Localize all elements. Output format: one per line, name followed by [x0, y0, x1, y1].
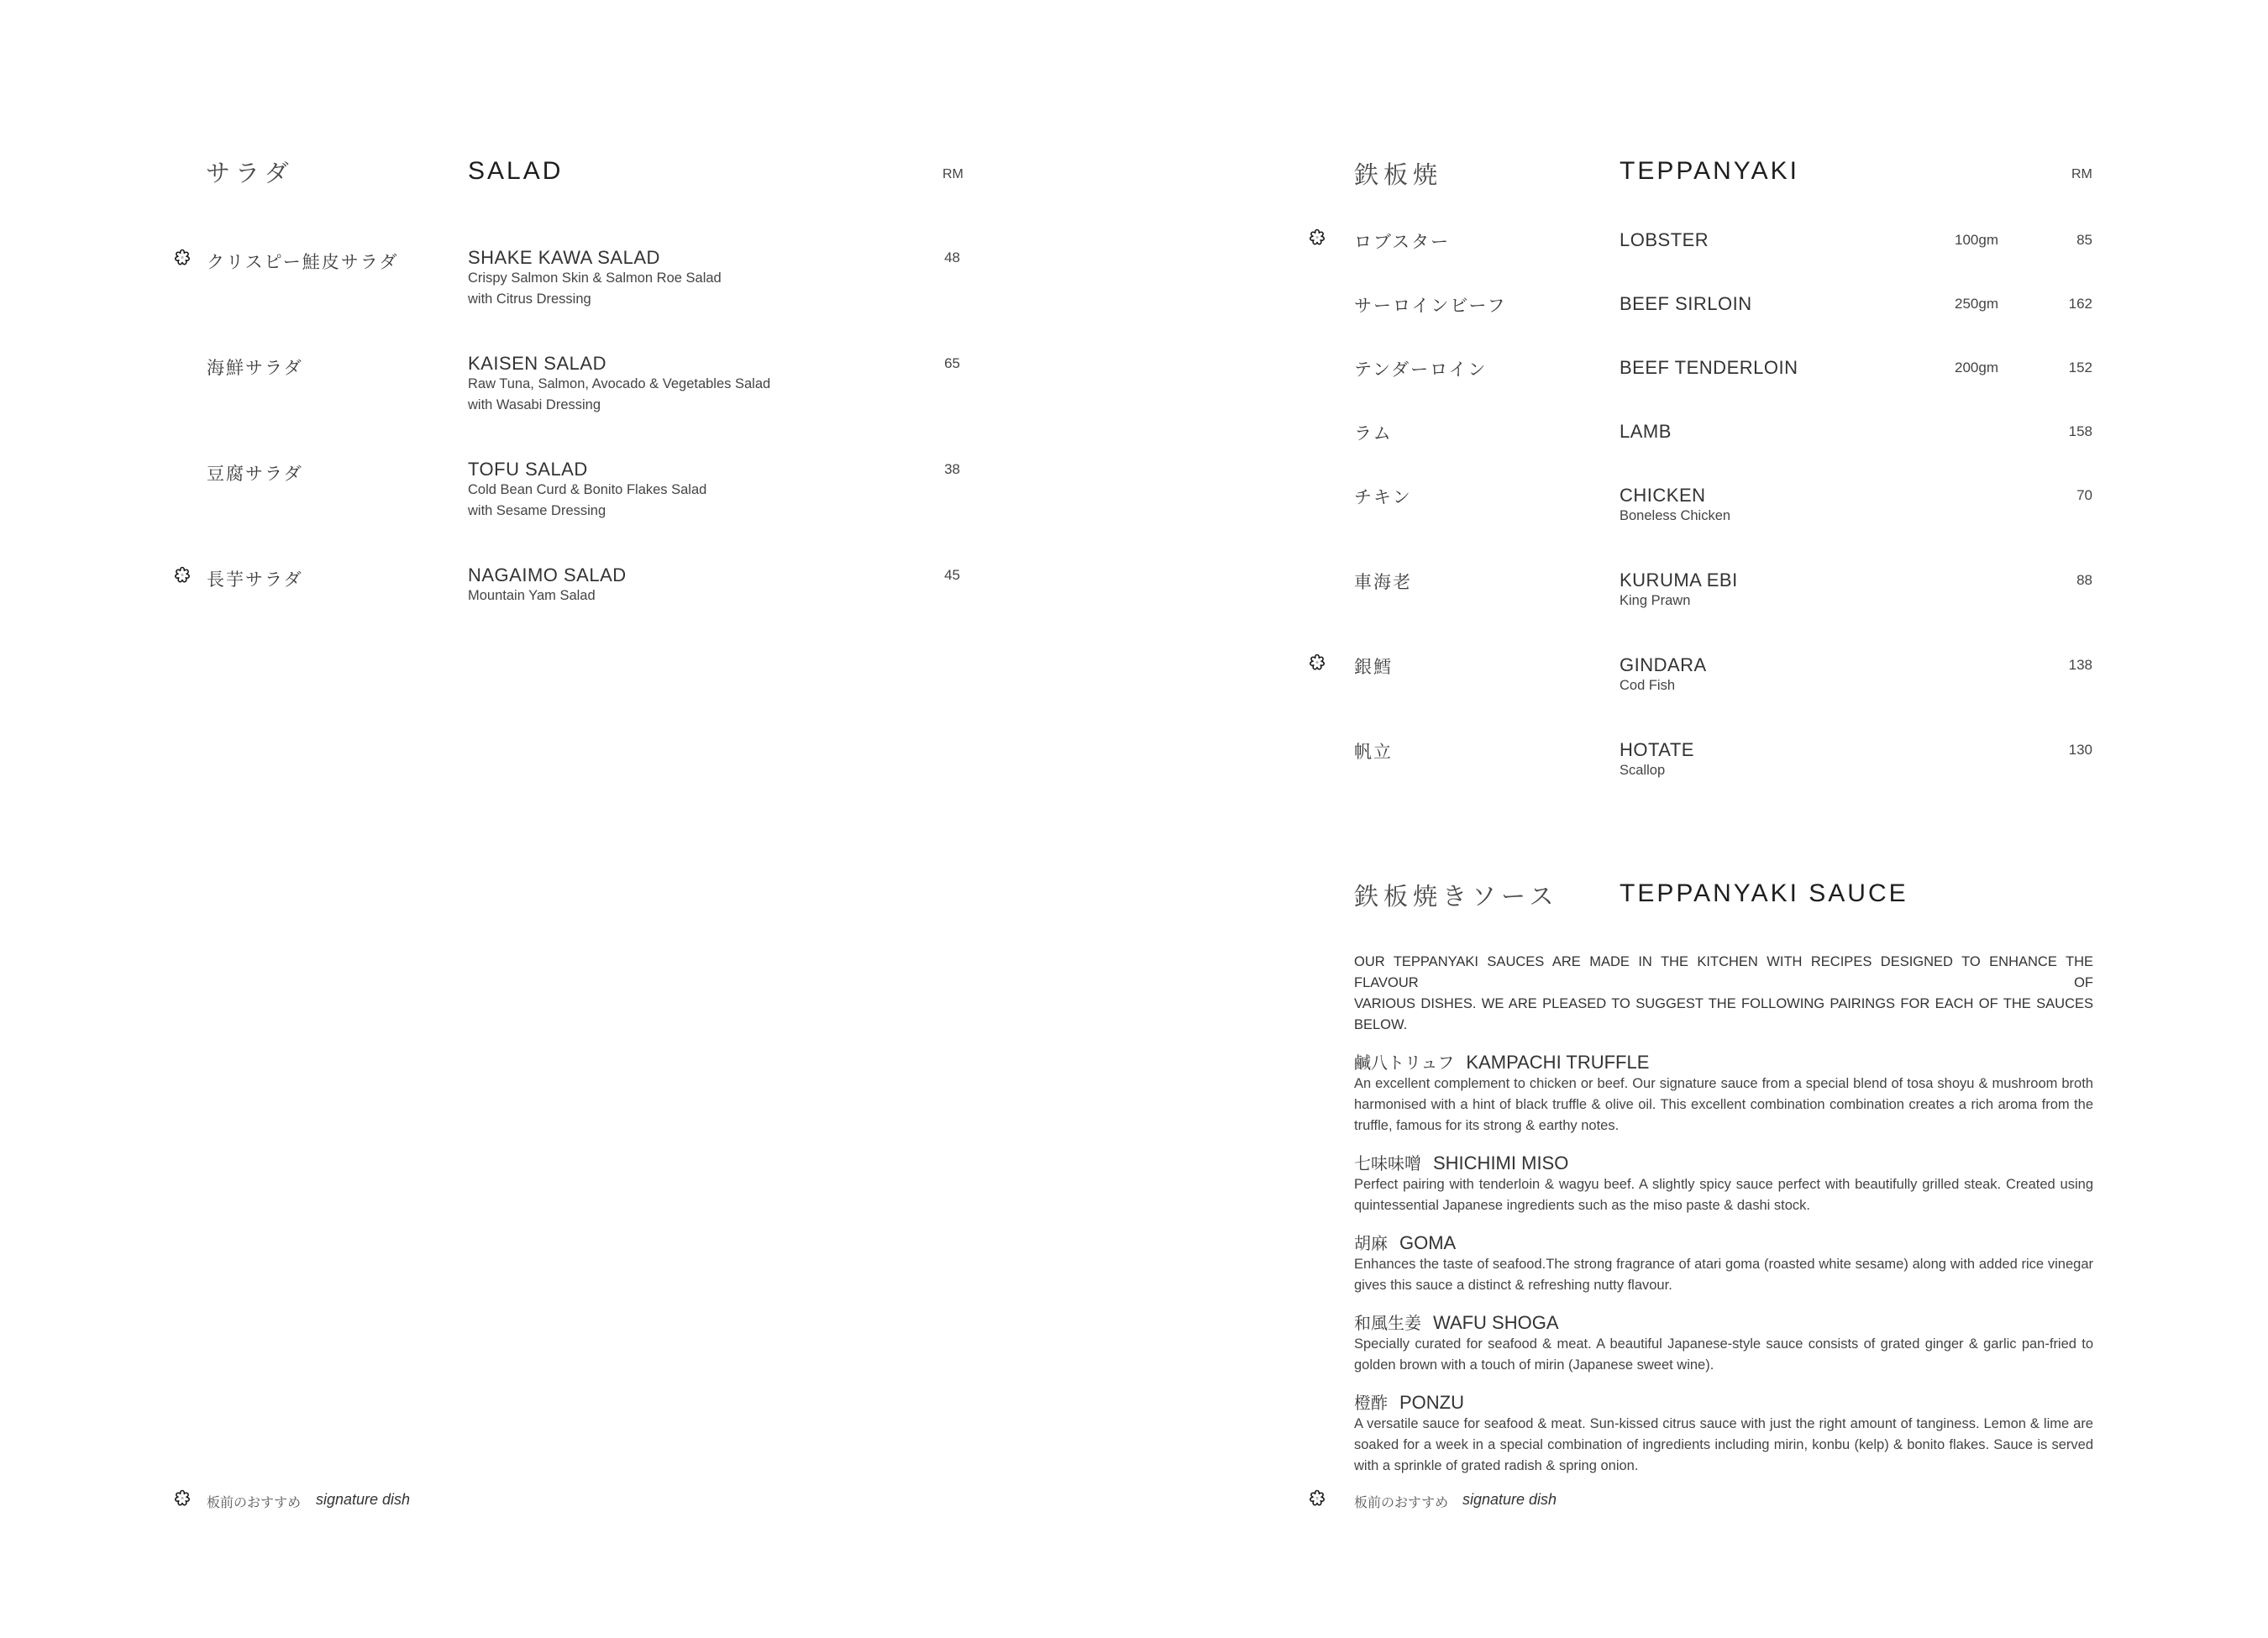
sauce-section-title-jp: 鉄板焼きソース	[1354, 882, 1559, 911]
currency-label: RM	[942, 167, 963, 181]
item-price: 45	[944, 567, 960, 583]
item-price: 130	[2068, 742, 2092, 758]
footer-signature-jp: 板前のおすすめ	[1354, 1494, 1449, 1510]
item-name-jp: 車海老	[1354, 572, 1412, 592]
item-description-line: with Wasabi Dressing	[468, 397, 601, 412]
item-price: 38	[944, 461, 960, 477]
item-description-line: Raw Tuna, Salmon, Avocado & Vegetables Salad	[468, 376, 771, 391]
sauce-description: Perfect pairing with tenderloin & wagyu beef. A slightly spicy sauce perfect with beautifully grilled steak. Created using quintessential Japanese ingredients such as the miso paste & dashi stock.	[1354, 1177, 2093, 1213]
currency-label: RM	[2071, 167, 2092, 181]
sauce-title	[1354, 1049, 2093, 1074]
item-description-line: Cod Fish	[1620, 678, 1676, 693]
item-name-en: CHICKEN	[1620, 485, 1706, 506]
item-name-en: KAISEN SALAD	[468, 353, 606, 374]
sakura-flower-icon	[1307, 228, 1327, 248]
sauce-name-jp: 和風生姜	[1354, 1313, 1421, 1333]
item-name-en: BEEF SIRLOIN	[1620, 293, 1752, 314]
sakura-flower-icon	[172, 565, 192, 585]
item-name-jp: 銀鱈	[1354, 657, 1393, 677]
item-description-line: with Citrus Dressing	[468, 291, 591, 307]
sauce-item	[1354, 1049, 2093, 1137]
sauce-title	[1354, 1310, 2093, 1334]
sauce-item	[1354, 1310, 2093, 1376]
item-price: 48	[944, 249, 960, 265]
sauce-description: An excellent complement to chicken or beef. Our signature sauce from a special blend of tosa shoyu & mushroom broth harmonised with a hint of black truffle & olive oil. This excellent combination combination creates a rich aroma from the truffle, famous for its strong & earthy notes.	[1354, 1076, 2093, 1133]
sauce-section-title-en: TEPPANYAKI SAUCE	[1620, 879, 1908, 907]
item-price: 70	[2076, 487, 2092, 503]
item-name-jp: クリスピー鮭皮サラダ	[207, 252, 399, 272]
sauce-name-jp: 橙酢	[1354, 1393, 1388, 1413]
item-name-en: GINDARA	[1620, 654, 1707, 675]
item-name-jp: 海鮮サラダ	[207, 358, 303, 378]
item-name-jp: チキン	[1354, 487, 1412, 507]
item-weight: 200gm	[1955, 360, 1998, 375]
item-name-en: HOTATE	[1620, 739, 1694, 760]
item-price: 152	[2068, 360, 2092, 375]
item-name-jp: 豆腐サラダ	[207, 464, 303, 484]
item-name-en: LOBSTER	[1620, 229, 1709, 250]
sauce-name-jp: 七味味噌	[1354, 1153, 1421, 1173]
item-price: 138	[2068, 657, 2092, 673]
item-name-en: TOFU SALAD	[468, 459, 588, 480]
item-description-line: Cold Bean Curd & Bonito Flakes Salad	[468, 482, 707, 497]
sauce-item	[1354, 1150, 2093, 1216]
item-description	[468, 374, 770, 416]
section-title-en: TEPPANYAKI	[1620, 157, 1799, 185]
sauce-description: Specially curated for seafood & meat. A beautiful Japanese-style sauce consists of grated ginger & garlic pan-fried to golden brown with a touch of mirin (Japanese sweet wine).	[1354, 1336, 2093, 1373]
item-description	[468, 480, 706, 522]
footer-signature-en: signature dish	[316, 1491, 411, 1508]
item-description-line: with Sesame Dressing	[468, 503, 606, 518]
item-description-line: Crispy Salmon Skin & Salmon Roe Salad	[468, 270, 722, 286]
item-price: 85	[2076, 232, 2092, 248]
item-name-jp: テンダーロイン	[1354, 360, 1488, 380]
sauce-name-en: KAMPACHI TRUFFLE	[1466, 1052, 1650, 1073]
sauce-intro-line-1: OUR TEPPANYAKI SAUCES ARE MADE IN THE KITCHEN WITH RECIPES DESIGNED TO ENHANCE THE FLAVOUR OF	[1354, 954, 2093, 990]
item-description	[1620, 760, 1665, 781]
section-title-jp: サラダ	[206, 159, 294, 187]
sauce-title	[1354, 1150, 2093, 1174]
item-name-jp: ラム	[1354, 423, 1393, 444]
sauce-description: A versatile sauce for seafood & meat. Sun-kissed citrus sauce with just the right amount of tanginess. Lemon & lime are soaked for a week in a special combination of ingredients including mirin, konbu (kelp) & bonito flakes. Sauce is served with a sprinkle of grated radish & spring onion.	[1354, 1416, 2093, 1473]
item-price: 158	[2068, 423, 2092, 439]
item-name-jp: サーロインビーフ	[1354, 296, 1507, 316]
section-title-jp: 鉄板焼	[1354, 160, 1443, 189]
item-name-en: LAMB	[1620, 421, 1672, 442]
item-price: 162	[2068, 296, 2092, 312]
item-description	[468, 268, 722, 310]
item-description-line: Scallop	[1620, 763, 1666, 778]
item-description-line: King Prawn	[1620, 593, 1691, 608]
sakura-flower-icon	[1307, 653, 1327, 673]
item-name-en: KURUMA EBI	[1620, 570, 1738, 591]
sauce-title	[1354, 1230, 2093, 1254]
sauce-description: Enhances the taste of seafood.The strong fragrance of atari goma (roasted white sesame) along with added rice vinegar gives this sauce a distinct & refreshing nutty flavour.	[1354, 1257, 2093, 1293]
sauce-list	[1354, 952, 2093, 1477]
footer-signature-jp: 板前のおすすめ	[207, 1494, 302, 1510]
item-price: 88	[2076, 572, 2092, 588]
item-description	[1620, 506, 1730, 527]
sauce-name-en: SHICHIMI MISO	[1433, 1152, 1569, 1173]
sauce-name-jp: 胡麻	[1354, 1233, 1388, 1253]
item-description-line: Boneless Chicken	[1620, 508, 1731, 523]
sauce-intro-line-2: VARIOUS DISHES. WE ARE PLEASED TO SUGGEST THE FOLLOWING PAIRINGS FOR EACH OF THE SAUCES BELOW.	[1354, 996, 2093, 1032]
item-description	[468, 585, 596, 606]
sakura-flower-icon	[1307, 1488, 1327, 1509]
section-title-en: SALAD	[468, 157, 564, 185]
sauce-title	[1354, 1389, 2093, 1414]
item-description	[1620, 675, 1675, 696]
item-description-line: Mountain Yam Salad	[468, 588, 596, 603]
item-description	[1620, 591, 1690, 612]
sauce-name-jp: 鹹八トリュフ	[1354, 1053, 1455, 1073]
sauce-item	[1354, 1389, 2093, 1477]
footer-signature-en: signature dish	[1462, 1491, 1557, 1508]
item-name-en: BEEF TENDERLOIN	[1620, 357, 1798, 378]
item-weight: 250gm	[1955, 296, 1998, 312]
sauce-item	[1354, 1230, 2093, 1296]
item-name-jp: 帆立	[1354, 742, 1393, 762]
item-price: 65	[944, 355, 960, 371]
item-name-jp: 長芋サラダ	[207, 570, 303, 590]
item-name-jp: ロブスター	[1354, 232, 1451, 252]
sauce-name-en: WAFU SHOGA	[1433, 1312, 1559, 1333]
item-name-en: NAGAIMO SALAD	[468, 564, 627, 585]
sakura-flower-icon	[172, 1488, 192, 1509]
sauce-name-en: GOMA	[1399, 1232, 1457, 1253]
sauce-name-en: PONZU	[1399, 1392, 1464, 1413]
item-name-en: SHAKE KAWA SALAD	[468, 247, 660, 268]
sakura-flower-icon	[172, 248, 192, 268]
item-weight: 100gm	[1955, 232, 1998, 248]
